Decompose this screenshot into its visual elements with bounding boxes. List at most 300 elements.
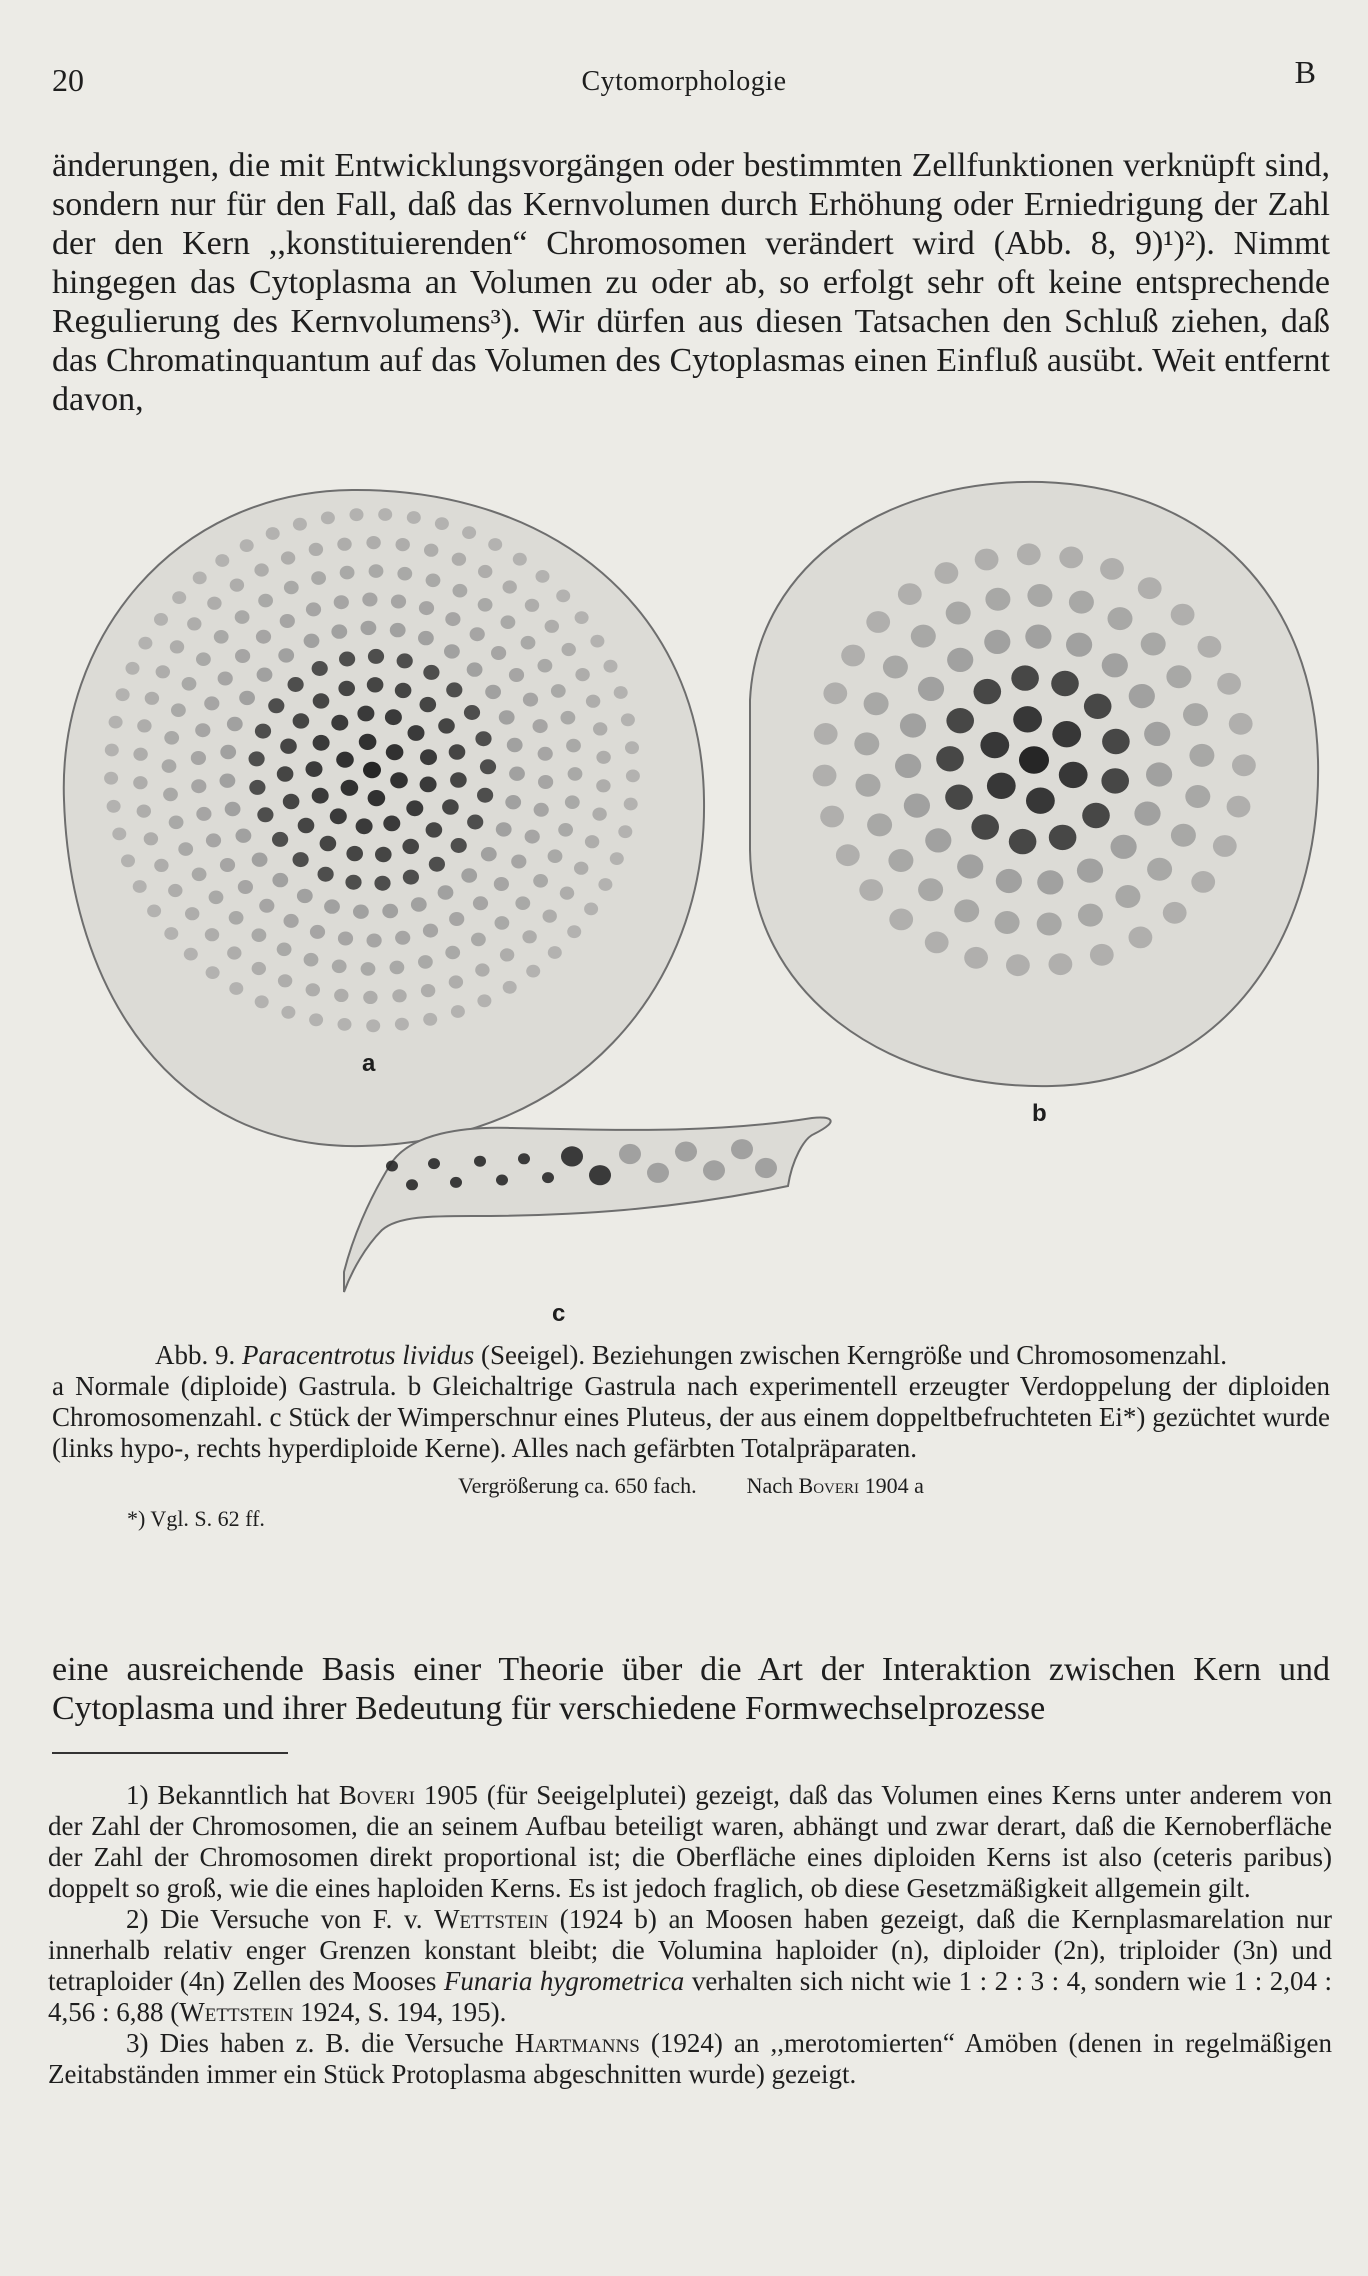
nucleus-b — [925, 932, 949, 954]
nucleus-a — [548, 946, 562, 959]
nucleus-b — [1129, 927, 1153, 949]
nucleus-a — [470, 627, 485, 641]
nucleus-a — [420, 697, 437, 712]
figure-illustration — [52, 470, 1330, 1330]
nucleus-a — [259, 899, 274, 913]
nucleus-a — [227, 946, 241, 959]
nucleus-a — [154, 613, 168, 626]
nucleus-a — [525, 830, 540, 844]
nucleus-a — [293, 518, 307, 531]
nucleus-a — [438, 885, 454, 899]
nucleus-a — [220, 774, 236, 788]
nucleus-a — [475, 731, 491, 746]
nucleus-a — [356, 818, 373, 834]
nucleus-a — [252, 853, 268, 867]
nucleus-a — [324, 899, 340, 913]
nucleus-a — [548, 849, 563, 863]
nucleus-b — [984, 630, 1010, 654]
nucleus-a — [297, 889, 313, 903]
nucleus-a — [386, 744, 404, 760]
nucleus-c — [386, 1161, 398, 1172]
nucleus-b — [1037, 913, 1062, 936]
nucleus-a — [304, 953, 319, 967]
nucleus-c — [542, 1172, 554, 1183]
nucleus-a — [378, 508, 392, 521]
nucleus-b — [1011, 665, 1039, 690]
nucleus-b — [911, 625, 936, 648]
nucleus-b — [1171, 824, 1196, 847]
footnote-divider — [52, 1752, 288, 1754]
nucleus-a — [182, 677, 197, 691]
nucleus-b — [1198, 636, 1222, 658]
nucleus-a — [133, 880, 147, 893]
nucleus-a — [359, 734, 377, 750]
nucleus-a — [411, 897, 427, 911]
nucleus-a — [309, 1013, 323, 1026]
nucleus-b — [980, 732, 1009, 758]
nucleus-a — [418, 631, 434, 645]
nucleus-a — [133, 776, 147, 789]
nucleus-a — [423, 1013, 437, 1026]
nucleus-a — [538, 659, 553, 673]
nucleus-a — [268, 698, 284, 713]
nucleus-a — [451, 838, 467, 853]
nucleus-c — [474, 1156, 486, 1167]
nucleus-b — [957, 854, 983, 878]
nucleus-b — [1102, 653, 1128, 677]
nucleus-a — [445, 946, 460, 960]
nucleus-a — [144, 832, 158, 845]
nucleus-a — [206, 833, 221, 847]
nucleus-a — [575, 668, 589, 681]
nucleus-a — [278, 648, 294, 662]
nucleus-a — [266, 527, 280, 540]
nucleus-a — [239, 691, 255, 705]
nucleus-b — [1108, 607, 1133, 630]
nucleus-b — [1138, 577, 1162, 599]
nucleus-a — [418, 955, 433, 969]
nucleus-a — [339, 652, 355, 667]
nucleus-a — [481, 847, 497, 861]
nucleus-a — [336, 752, 354, 768]
nucleus-a — [395, 683, 412, 698]
nucleus-a — [451, 1005, 465, 1018]
nucleus-a — [331, 624, 347, 638]
nucleus-a — [509, 668, 524, 682]
caption-source-prefix: Nach — [746, 1473, 794, 1498]
nucleus-a — [598, 878, 612, 891]
nucleus-a — [164, 731, 179, 745]
nucleus-a — [249, 751, 265, 766]
nucleus-a — [536, 570, 550, 583]
nucleus-a — [558, 823, 573, 837]
nucleus-a — [395, 931, 410, 945]
nucleus-a — [249, 780, 265, 795]
nucleus-a — [162, 759, 177, 773]
nucleus-a — [361, 621, 377, 635]
nucleus-b — [1232, 754, 1256, 776]
nucleus-a — [321, 512, 335, 525]
nucleus-a — [337, 538, 351, 551]
figure-caption — [52, 1340, 1330, 1534]
nucleus-a — [306, 983, 320, 996]
nucleus-a — [406, 800, 423, 816]
nucleus-a — [361, 962, 376, 976]
nucleus-a — [205, 928, 219, 941]
nucleus-a — [154, 859, 168, 872]
nucleus-a — [503, 981, 517, 994]
nucleus-a — [424, 544, 438, 557]
nucleus-a — [330, 808, 347, 824]
footnote-text: 1924, S. 194, 195). — [300, 1997, 507, 2027]
nucleus-a — [396, 538, 410, 551]
nucleus-a — [272, 832, 288, 847]
nucleus-b — [1084, 694, 1112, 719]
nucleus-b — [841, 645, 865, 667]
nucleus-a — [195, 723, 210, 737]
nucleus-c — [647, 1163, 669, 1183]
nucleus-a — [596, 779, 610, 792]
nucleus-a — [421, 984, 435, 997]
nucleus-a — [184, 948, 198, 961]
nucleus-a — [353, 905, 369, 919]
running-title: Cytomorphologie — [581, 66, 787, 97]
nucleus-a — [334, 989, 348, 1002]
nucleus-a — [475, 963, 489, 976]
nucleus-c — [619, 1144, 641, 1164]
footnote-text: Dies haben z. B. die Versuche — [159, 2028, 504, 2058]
nucleus-a — [255, 995, 269, 1008]
nucleus-a — [320, 836, 337, 851]
nucleus-a — [255, 724, 271, 739]
nucleus-b — [820, 806, 844, 828]
nucleus-a — [618, 825, 632, 838]
nucleus-a — [420, 777, 437, 793]
nucleus-a — [449, 744, 466, 759]
nucleus-b — [854, 732, 879, 755]
nucleus-b — [1051, 671, 1079, 696]
nucleus-a — [442, 799, 459, 814]
nucleus-c — [518, 1153, 530, 1164]
nucleus-a — [235, 610, 250, 624]
footnote-text: Die Versuche von F. v. — [160, 1904, 423, 1934]
nucleus-a — [471, 933, 486, 947]
nucleus-c — [589, 1165, 611, 1185]
nucleus-a — [137, 719, 151, 732]
nucleus-a — [236, 829, 252, 843]
nucleus-b — [836, 844, 860, 866]
nucleus-a — [310, 925, 325, 939]
nucleus-a — [538, 747, 553, 761]
nucleus-b — [1144, 722, 1170, 746]
nucleus-a — [220, 858, 235, 872]
nucleus-a — [367, 677, 384, 692]
nucleus-a — [311, 571, 326, 585]
nucleus-a — [499, 710, 515, 724]
nucleus-b — [1102, 729, 1130, 754]
nucleus-a — [220, 745, 236, 759]
section-mark: B — [1294, 54, 1316, 90]
nucleus-a — [382, 904, 398, 918]
nucleus-a — [538, 775, 553, 789]
nucleus-b — [888, 849, 913, 872]
nucleus-a — [272, 873, 288, 887]
footnote-author: Boveri — [338, 1780, 415, 1810]
footnote-2 — [48, 1904, 1332, 2028]
nucleus-a — [586, 695, 600, 708]
nucleus-a — [214, 630, 229, 644]
nucleus-a — [281, 1006, 295, 1019]
nucleus-b — [1111, 835, 1137, 859]
nucleus-b — [1090, 944, 1114, 966]
nucleus-a — [368, 790, 386, 806]
nucleus-b — [856, 774, 881, 797]
nucleus-a — [304, 634, 320, 648]
nucleus-a — [204, 696, 219, 710]
nucleus-a — [363, 991, 377, 1004]
nucleus-a — [575, 611, 589, 624]
nucleus-a — [423, 665, 439, 680]
cell-b-outline — [750, 482, 1318, 1086]
footnote-text: 1905 (für Seeigelplutei) gezeigt, daß das Volumen eines Kerns unter anderem von der Zahl der Chromosomen, die an seinem Aufbau beteiligt waren, abhängt und zwar derart, daß die Kernoberfläche der Zahl der Chromosomen direkt proportional ist; die Oberfläche eines diploiden Kerns ist also (ceteris paribus) doppelt so groß, wie die eines haploiden Kerns. Es ist jedoch fraglich, ob diese Gesetzmäßigkeit allgemein gilt. — [48, 1780, 1333, 1903]
nucleus-b — [946, 708, 974, 733]
nucleus-a — [312, 788, 329, 804]
nucleus-b — [1025, 625, 1051, 649]
figure-label-c: c — [552, 1300, 566, 1327]
nucleus-b — [867, 813, 892, 836]
nucleus-b — [1146, 762, 1172, 786]
nucleus-a — [374, 876, 390, 891]
nucleus-a — [390, 772, 408, 788]
nucleus-a — [435, 517, 449, 530]
nucleus-a — [614, 686, 628, 699]
nucleus-c — [450, 1177, 462, 1188]
nucleus-a — [408, 725, 425, 741]
nucleus-a — [238, 880, 253, 894]
nucleus-a — [491, 646, 506, 660]
nucleus-a — [187, 617, 201, 630]
nucleus-a — [334, 595, 349, 609]
nucleus-b — [1077, 859, 1103, 883]
nucleus-a — [574, 862, 588, 875]
nucleus-b — [918, 878, 943, 901]
nucleus-a — [450, 772, 467, 787]
nucleus-a — [477, 994, 491, 1007]
nucleus-a — [293, 852, 309, 867]
nucleus-a — [523, 693, 538, 707]
nucleus-b — [859, 879, 883, 901]
footnote-1 — [48, 1780, 1332, 1904]
nucleus-a — [288, 677, 304, 692]
nucleus-b — [945, 785, 973, 810]
nucleus-a — [357, 706, 374, 722]
nucleus-a — [525, 599, 539, 612]
nucleus-a — [298, 818, 315, 833]
nucleus-a — [375, 847, 392, 862]
nucleus-b — [954, 899, 979, 922]
nucleus-a — [494, 877, 509, 891]
nucleus-b — [1049, 953, 1073, 975]
nucleus-b — [1052, 721, 1081, 747]
nucleus-a — [206, 966, 220, 979]
nucleus-a — [133, 748, 147, 761]
nucleus-a — [178, 842, 193, 856]
nucleus-a — [191, 751, 206, 765]
nucleus-a — [229, 982, 243, 995]
nucleus-b — [904, 794, 930, 818]
nucleus-b — [947, 648, 973, 672]
nucleus-b — [900, 713, 926, 737]
caption-source-year: 1904 a — [864, 1473, 924, 1498]
nucleus-a — [429, 857, 445, 872]
nucleus-b — [1026, 788, 1055, 814]
nucleus-a — [480, 759, 496, 774]
nucleus-a — [338, 932, 353, 946]
nucleus-a — [621, 713, 635, 726]
nucleus-a — [473, 896, 488, 910]
nucleus-a — [485, 685, 501, 699]
nucleus-a — [407, 511, 421, 524]
nucleus-a — [280, 614, 295, 628]
nucleus-b — [974, 679, 1002, 704]
nucleus-a — [420, 749, 437, 765]
footnote-author: Wettstein — [434, 1904, 549, 1934]
nucleus-a — [505, 795, 521, 809]
nucleus-a — [567, 925, 581, 938]
nucleus-a — [464, 705, 480, 720]
nucleus-a — [116, 688, 130, 701]
nucleus-b — [985, 588, 1010, 611]
nucleus-b — [1019, 746, 1049, 774]
nucleus-b — [1163, 902, 1187, 924]
nucleus-b — [946, 602, 971, 625]
nucleus-a — [461, 868, 477, 882]
nucleus-a — [338, 681, 355, 696]
nucleus-a — [156, 665, 170, 678]
nucleus-a — [105, 744, 119, 757]
nucleus-a — [556, 590, 570, 603]
nucleus-a — [545, 620, 559, 633]
nucleus-a — [503, 580, 517, 593]
nucleus-a — [252, 962, 266, 975]
nucleus-a — [112, 828, 126, 841]
caption-star-note: *) Vgl. S. 62 ff. — [127, 1506, 265, 1531]
nucleus-a — [170, 640, 184, 653]
nucleus-c — [675, 1142, 697, 1162]
cell-c-outline — [344, 1118, 831, 1292]
nucleus-a — [280, 739, 297, 754]
nucleus-b — [1013, 706, 1042, 732]
nucleus-a — [585, 835, 599, 848]
nucleus-a — [369, 564, 384, 578]
nucleus-a — [281, 551, 295, 564]
nucleus-a — [533, 874, 548, 888]
page-number: 20 — [52, 62, 84, 98]
nucleus-a — [446, 682, 462, 697]
nucleus-a — [196, 652, 211, 666]
nucleus-a — [509, 767, 525, 781]
nucleus-a — [227, 717, 243, 731]
nucleus-b — [823, 682, 847, 704]
nucleus-a — [363, 762, 381, 779]
nucleus-b — [1009, 829, 1037, 854]
caption-source-author: Boveri — [798, 1473, 860, 1498]
nucleus-a — [534, 803, 549, 817]
nucleus-b — [1147, 858, 1172, 881]
nucleus-b — [995, 911, 1020, 934]
nucleus-a — [196, 807, 211, 821]
figure-9 — [52, 470, 1330, 1330]
nucleus-a — [385, 709, 402, 725]
nucleus-a — [521, 636, 536, 650]
nucleus-a — [397, 567, 412, 581]
nucleus-c — [731, 1139, 753, 1159]
paragraph-text: änderungen, die mit Entwicklungsvorgängen oder bestimmten Zellfunktionen verknüpft sind, sondern nur für den Fall, daß das Kernvolumen durch Erhöhung oder Erniedrigung der Zahl der den Kern ,,konstituierenden“ Chromosomen verändert wird (Abb. 8, 9)¹)²). Nimmt hingegen das Cytoplasma an Volumen zu oder ab, so erfolgt sehr oft keine entsprechende Regulierung des Kernvolumens³). Wir dürfen aus diesen Tatsachen den Schluß ziehen, daß das Chromatinquantum auf das Volumen des Cytoplasmas einen Einfluß ausübt. Weit entfernt davon, — [52, 147, 1330, 418]
nucleus-b — [1100, 558, 1124, 580]
nucleus-a — [561, 711, 576, 725]
nucleus-a — [145, 692, 159, 705]
nucleus-a — [230, 579, 244, 592]
nucleus-b — [1189, 744, 1214, 767]
nucleus-a — [313, 735, 330, 751]
nucleus-a — [309, 543, 323, 556]
nucleus-a — [104, 772, 118, 785]
nucleus-a — [278, 974, 292, 987]
nucleus-a — [254, 563, 268, 576]
nucleus-a — [171, 703, 186, 717]
nucleus-a — [543, 910, 557, 923]
nucleus-a — [138, 637, 152, 650]
nucleus-b — [1059, 762, 1088, 788]
nucleus-a — [350, 508, 364, 521]
nucleus-a — [252, 928, 267, 942]
nucleus-b — [935, 562, 959, 584]
nucleus-a — [126, 662, 140, 675]
nucleus-a — [593, 722, 607, 735]
nucleus-a — [533, 719, 548, 733]
nucleus-a — [477, 788, 493, 803]
nucleus-b — [895, 754, 921, 778]
nucleus-b — [1227, 796, 1251, 818]
nucleus-a — [511, 855, 526, 869]
nucleus-a — [332, 960, 347, 974]
cell-a-outline — [64, 490, 704, 1146]
footnotes — [48, 1780, 1332, 2090]
nucleus-a — [500, 948, 514, 961]
footnote-text: (1924) an ,,merotomierten“ Amöben (denen in regelmäßigen Zeitabständen immer ein Stück Protoplasma abgeschnitten wurde) gezeigt. — [48, 2028, 1333, 2089]
nucleus-b — [1006, 954, 1030, 976]
nucleus-b — [1183, 703, 1208, 726]
nucleus-b — [864, 692, 889, 715]
nucleus-a — [225, 802, 241, 816]
nucleus-b — [889, 909, 913, 931]
nucleus-a — [172, 591, 186, 604]
nucleus-b — [1129, 684, 1155, 708]
nucleus-b — [1185, 785, 1210, 808]
nucleus-a — [192, 868, 207, 882]
nucleus-a — [392, 989, 406, 1002]
nucleus-a — [467, 662, 483, 676]
nucleus-a — [426, 574, 441, 588]
caption-figure-label: Abb. 9. — [154, 1340, 236, 1370]
nucleus-a — [362, 593, 377, 607]
nucleus-a — [215, 554, 229, 567]
nucleus-a — [191, 779, 206, 793]
nucleus-a — [624, 798, 638, 811]
nucleus-a — [438, 718, 455, 733]
nucleus-a — [193, 572, 207, 585]
nucleus-a — [277, 766, 294, 781]
